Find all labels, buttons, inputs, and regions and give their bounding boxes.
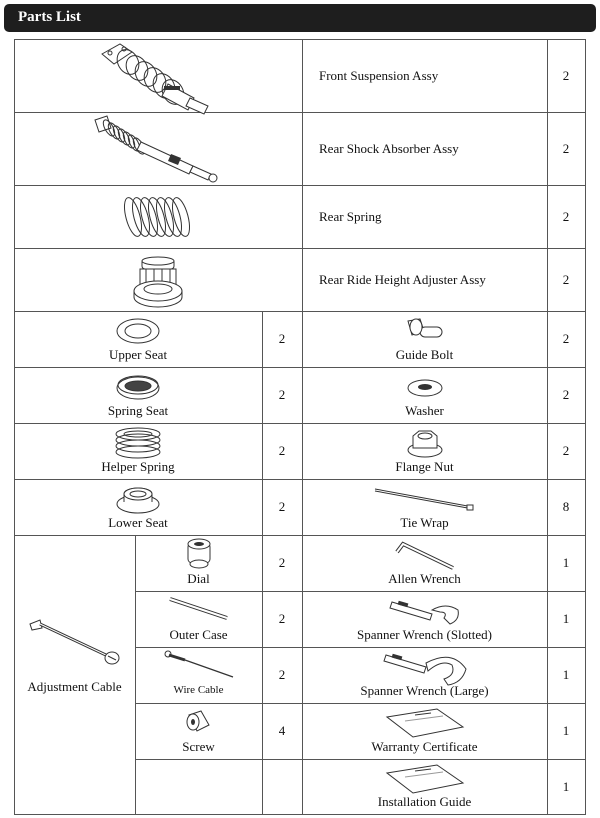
spanner-wrench-large-illustration	[382, 647, 468, 687]
part-name: Rear Spring	[319, 208, 382, 224]
screw-illustration	[185, 709, 213, 733]
quantity-value: 1	[562, 555, 570, 570]
part-name: Dial	[187, 571, 210, 586]
table-rule	[14, 535, 586, 536]
table-rule	[14, 423, 586, 424]
washer-illustration	[407, 377, 443, 397]
table-rule	[14, 311, 586, 312]
part-name: Lower Seat	[108, 515, 168, 530]
quantity-value: 1	[562, 611, 570, 626]
rear-shock-absorber-illustration	[93, 114, 223, 184]
front-suspension-assy-illustration	[98, 40, 218, 112]
part-name: Washer	[405, 403, 444, 418]
part-name: Warranty Certificate	[371, 739, 478, 754]
quantity-value: 4	[278, 723, 286, 738]
quantity-value: 8	[562, 499, 570, 514]
table-rule	[14, 39, 15, 815]
part-name: Rear Ride Height Adjuster Assy	[319, 271, 486, 287]
table-rule	[135, 535, 136, 815]
flange-nut-illustration	[407, 428, 443, 458]
quantity-value: 2	[562, 387, 570, 402]
part-name: Adjustment Cable	[27, 679, 122, 694]
table-rule	[135, 647, 586, 648]
part-name: Wire Cable	[173, 684, 224, 696]
outer-case-illustration	[167, 596, 231, 622]
part-name: Spring Seat	[107, 403, 169, 418]
table-rule	[135, 591, 586, 592]
parts-list-header	[4, 4, 596, 32]
wire-cable-illustration	[163, 650, 235, 680]
table-rule	[14, 185, 586, 186]
part-name: Screw	[182, 739, 215, 754]
part-name: Guide Bolt	[395, 347, 454, 362]
quantity-value: 1	[562, 778, 570, 794]
installation-guide-illustration	[385, 763, 465, 795]
table-rule	[262, 311, 263, 815]
quantity-value: 2	[562, 208, 570, 224]
table-rule	[14, 367, 586, 368]
guide-bolt-illustration	[404, 317, 446, 345]
quantity-value: 2	[278, 611, 286, 626]
quantity-value: 2	[562, 67, 570, 83]
quantity-value: 2	[562, 140, 570, 156]
upper-seat-illustration	[116, 318, 160, 344]
part-name: Rear Shock Absorber Assy	[319, 140, 459, 156]
quantity-value: 2	[278, 667, 286, 682]
lower-seat-illustration	[116, 484, 160, 514]
quantity-value: 2	[278, 387, 286, 402]
part-name: Allen Wrench	[388, 571, 461, 586]
table-rule	[135, 703, 586, 704]
table-rule	[14, 479, 586, 480]
adjustment-cable-illustration	[28, 618, 122, 668]
part-name: Installation Guide	[377, 794, 472, 809]
warranty-certificate-illustration	[385, 707, 465, 739]
dial-illustration	[184, 537, 214, 569]
part-name: Front Suspension Assy	[319, 67, 439, 83]
header-title: Parts List	[18, 9, 81, 25]
spring-seat-illustration	[116, 374, 160, 400]
part-name: Upper Seat	[108, 347, 168, 362]
quantity-value: 2	[278, 331, 286, 346]
spanner-wrench-slotted-illustration	[388, 594, 462, 628]
table-rule	[547, 39, 548, 815]
tie-wrap-illustration	[373, 487, 477, 511]
table-rule	[14, 248, 586, 249]
allen-wrench-illustration	[393, 538, 457, 572]
quantity-value: 2	[562, 331, 570, 346]
table-rule	[585, 39, 586, 815]
part-name: Helper Spring	[101, 459, 175, 474]
part-name: Flange Nut	[395, 459, 454, 474]
quantity-value: 2	[278, 499, 286, 514]
part-name: Tie Wrap	[400, 515, 449, 530]
quantity-value: 2	[562, 271, 570, 287]
table-rule	[302, 39, 303, 815]
quantity-value: 2	[562, 443, 570, 458]
quantity-value: 1	[562, 723, 570, 738]
quantity-value: 2	[278, 443, 286, 458]
ride-height-adjuster-illustration	[132, 255, 184, 305]
rear-spring-illustration	[123, 192, 193, 242]
quantity-value: 1	[562, 667, 570, 682]
part-name: Spanner Wrench (Slotted)	[357, 627, 492, 642]
part-name: Outer Case	[169, 627, 228, 642]
helper-spring-illustration	[115, 428, 161, 458]
quantity-value: 2	[278, 555, 286, 570]
table-rule	[135, 759, 586, 760]
table-rule	[14, 814, 586, 815]
part-name: Spanner Wrench (Large)	[360, 683, 489, 698]
